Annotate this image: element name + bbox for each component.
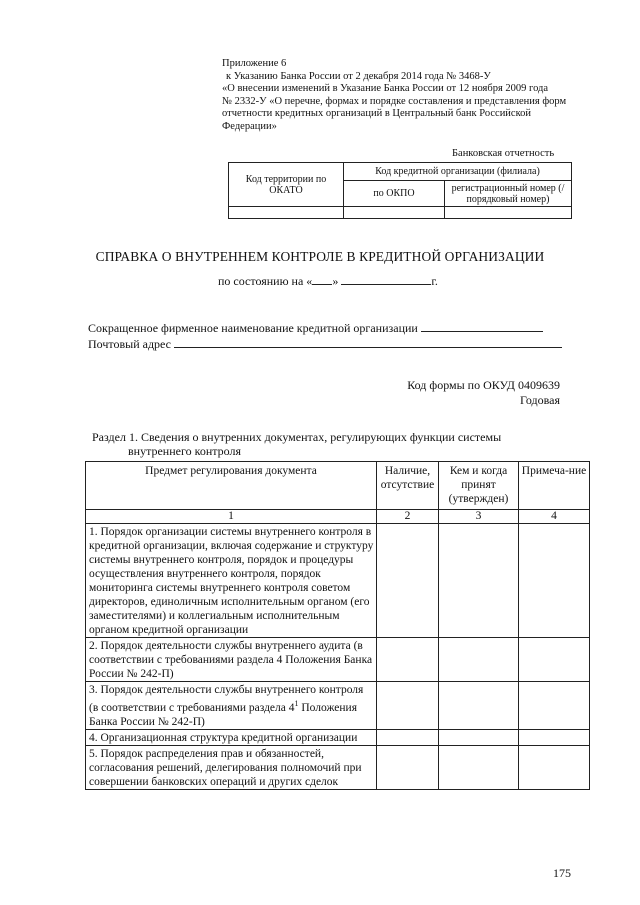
date-line bbox=[218, 273, 438, 289]
section-heading bbox=[92, 430, 562, 458]
appendix-line: «О внесении изменений в Указание Банка России от 12 ноября 2009 года bbox=[222, 83, 549, 94]
short-name-row bbox=[88, 320, 543, 336]
doc-subject: 2. Порядок деятельности службы внутреннего аудита (в соответствии с требованиями раздела 4 Положения Банка России № 242-П) bbox=[86, 638, 377, 682]
short-name-field[interactable] bbox=[421, 320, 543, 332]
doc-subject-text: 3. Порядок деятельности службы внутреннего контроля (в соответствии с требованиями раздела 4 bbox=[89, 684, 364, 714]
section-line-1: Раздел 1. Сведения о внутренних документах, регулирующих функции системы bbox=[92, 430, 502, 444]
column-number: 1 bbox=[86, 510, 377, 524]
month-year-field[interactable] bbox=[341, 273, 431, 285]
date-suffix: г. bbox=[431, 274, 438, 288]
reg-number-header: регистрационный номер (/порядковый номер) bbox=[445, 181, 572, 207]
table-row bbox=[86, 745, 590, 789]
column-number: 3 bbox=[439, 510, 519, 524]
okud-period: Годовая bbox=[520, 393, 560, 407]
presence-cell[interactable] bbox=[377, 745, 439, 789]
appendix-line: Федерации» bbox=[222, 120, 277, 132]
adopted-cell[interactable] bbox=[439, 638, 519, 682]
adopted-cell[interactable] bbox=[439, 745, 519, 789]
column-number: 4 bbox=[519, 510, 590, 524]
presence-cell[interactable] bbox=[377, 682, 439, 730]
presence-cell[interactable] bbox=[377, 638, 439, 682]
header-subject: Предмет регулирования документа bbox=[86, 462, 377, 510]
date-prefix: по состоянию на « bbox=[218, 274, 313, 288]
appendix-note bbox=[222, 58, 592, 133]
table-row bbox=[86, 682, 590, 730]
short-name-label: Сокращенное фирменное наименование кредитной организации bbox=[88, 321, 418, 335]
doc-subject bbox=[86, 682, 377, 730]
adopted-cell[interactable] bbox=[439, 682, 519, 730]
header-adopted: Кем и когда принят (утвержден) bbox=[439, 462, 519, 510]
adopted-cell[interactable] bbox=[439, 729, 519, 745]
doc-subject: 5. Порядок распределения прав и обязанностей, согласования решений, делегирования полномочий при совершении банковских операций и других сделок bbox=[86, 745, 377, 789]
footnote-sup: 1 bbox=[294, 699, 299, 708]
header-presence: Наличие, отсутствие bbox=[377, 462, 439, 510]
appendix-line: Приложение 6 bbox=[222, 58, 287, 69]
date-middle: » bbox=[332, 274, 339, 288]
reporting-label: Банковская отчетность bbox=[452, 148, 555, 159]
section-line-2: внутреннего контроля bbox=[128, 444, 241, 458]
appendix-line: отчетности кредитных организаций в Центральный банк Российской bbox=[222, 108, 532, 119]
notes-cell[interactable] bbox=[519, 729, 590, 745]
notes-cell[interactable] bbox=[519, 682, 590, 730]
postal-address-field[interactable] bbox=[174, 336, 562, 348]
day-field[interactable] bbox=[312, 273, 332, 285]
column-number: 2 bbox=[377, 510, 439, 524]
okpo-header: по ОКПО bbox=[344, 181, 445, 207]
notes-cell[interactable] bbox=[519, 745, 590, 789]
postal-address-label: Почтовый адрес bbox=[88, 337, 172, 351]
appendix-line: к Указанию Банка России от 2 декабря 2014 года № 3468-У bbox=[226, 70, 491, 82]
appendix-line: № 2332-У «О перечне, формах и порядке составления и представления форм bbox=[222, 95, 567, 107]
presence-cell[interactable] bbox=[377, 524, 439, 638]
branch-code-header: Код кредитной организации (филиала) bbox=[344, 163, 572, 181]
doc-subject: 4. Организационная структура кредитной организации bbox=[86, 729, 377, 745]
presence-cell[interactable] bbox=[377, 729, 439, 745]
table-row bbox=[86, 524, 590, 638]
okato-cell[interactable] bbox=[229, 207, 344, 219]
notes-cell[interactable] bbox=[519, 638, 590, 682]
okud-code: Код формы по ОКУД 0409639 bbox=[407, 378, 560, 392]
documents-table bbox=[85, 461, 590, 790]
notes-cell[interactable] bbox=[519, 524, 590, 638]
table-row bbox=[86, 638, 590, 682]
doc-subject: 1. Порядок организации системы внутреннего контроля в кредитной организации, включая содержание и структуру системы внутреннего контроля, порядок и процедуры осуществления внутреннего контроля, порядок мониторинга системы внутреннего контроля советом директоров, единоличным исполнительным органом (его заместителями) и коллегиальным исполнительным органом кредитной организации bbox=[86, 524, 377, 638]
reg-number-cell[interactable] bbox=[445, 207, 572, 219]
okpo-cell[interactable] bbox=[344, 207, 445, 219]
okato-header: Код территории по ОКАТО bbox=[229, 163, 344, 207]
postal-address-row bbox=[88, 336, 562, 352]
table-row bbox=[86, 729, 590, 745]
okud-block bbox=[407, 378, 560, 408]
header-notes: Примеча-ние bbox=[519, 462, 590, 510]
doc-subject-text: Положения Банка России № 242-П) bbox=[89, 701, 357, 728]
code-table bbox=[228, 162, 572, 219]
page-title: СПРАВКА О ВНУТРЕННЕМ КОНТРОЛЕ В КРЕДИТНОЙ ОРГАНИЗАЦИИ bbox=[95, 249, 545, 264]
adopted-cell[interactable] bbox=[439, 524, 519, 638]
page-number: 175 bbox=[553, 866, 571, 880]
